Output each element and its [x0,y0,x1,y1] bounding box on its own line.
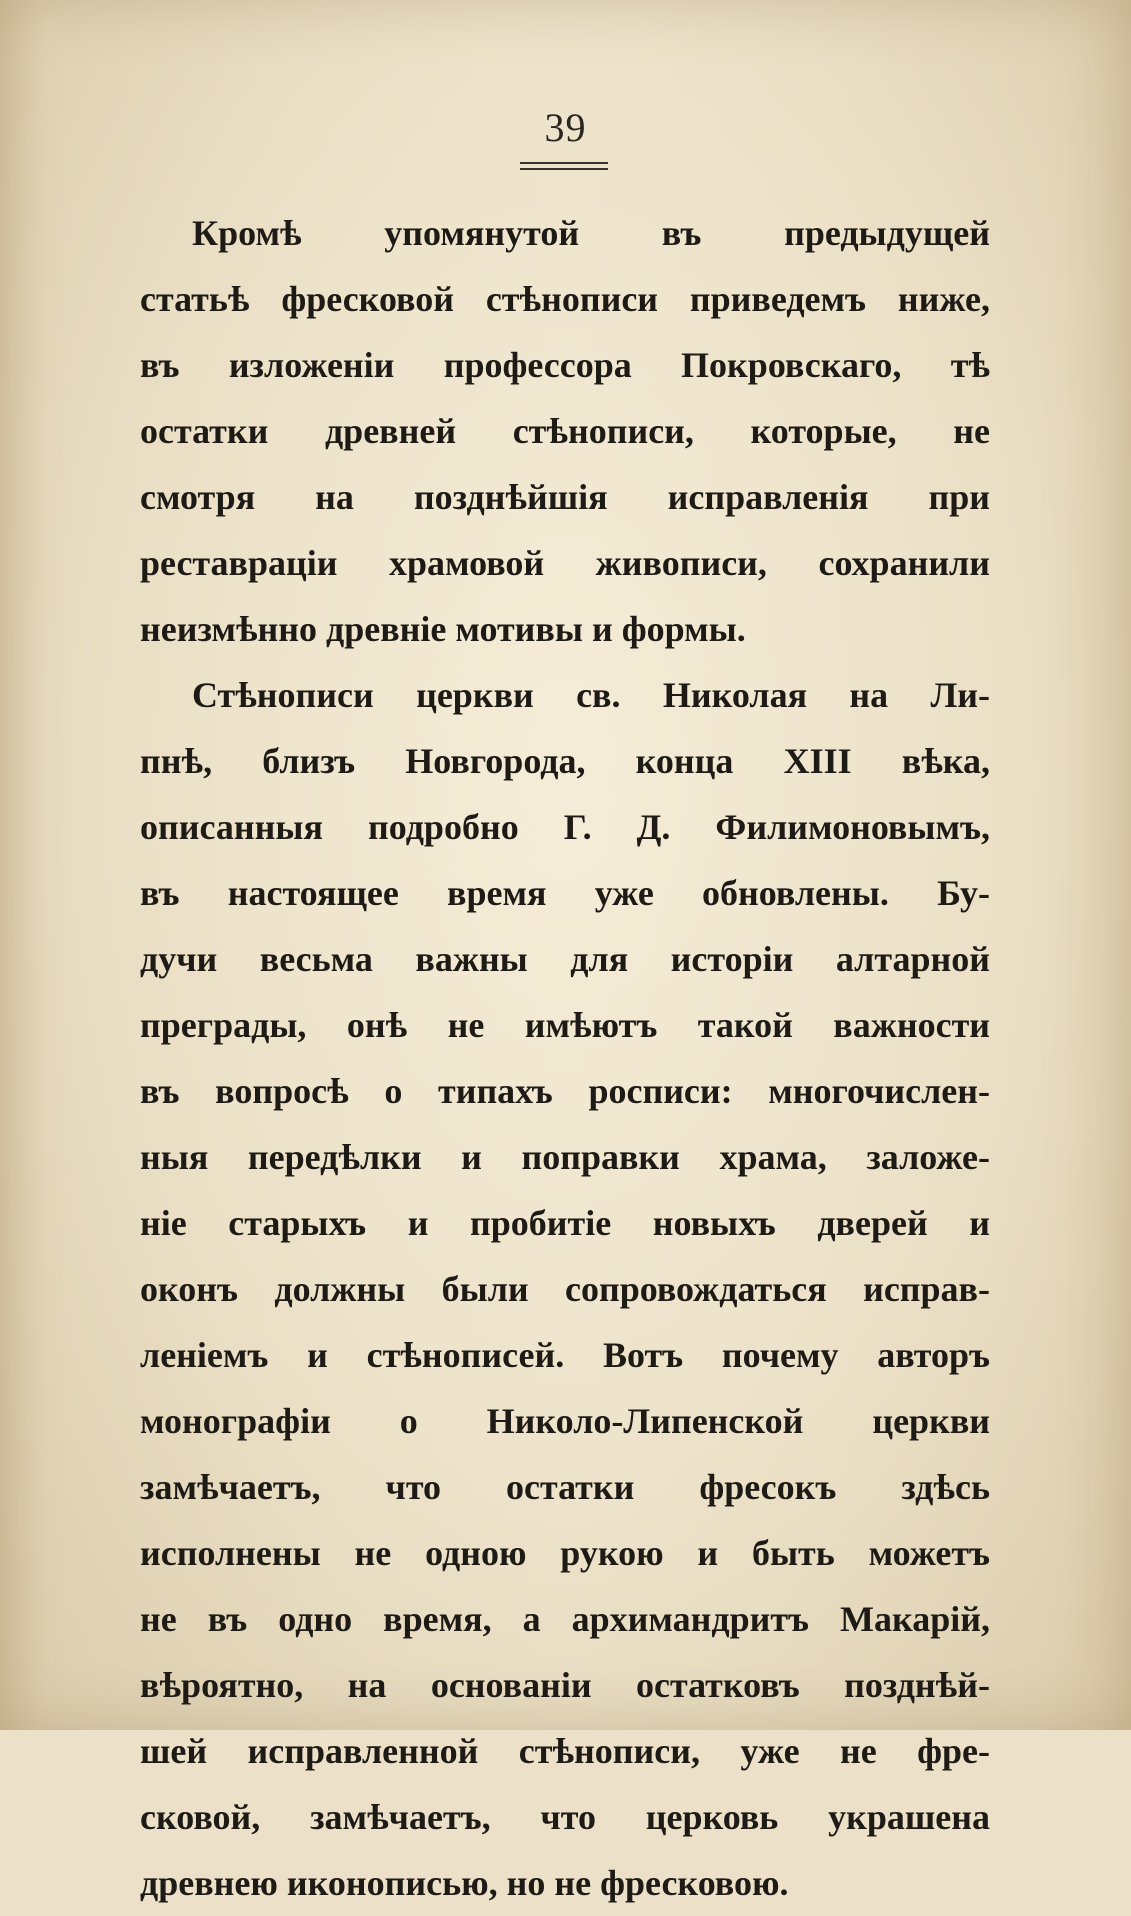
text-line: монографіи о Николо-Липенской церкви [140,1401,990,1441]
text-line: шей исправленной стѣнописи, уже не фре- [140,1731,990,1771]
text-line: статьѣ фресковой стѣнописи приведемъ ниже, [140,279,990,319]
text-line: неизмѣнно древніе мотивы и формы. [140,609,746,649]
page-number: 39 [544,105,587,150]
text-line: смотря на позднѣйшія исправленія при [140,477,990,517]
text-line: сковой, замѣчаетъ, что церковь украшена [140,1797,990,1837]
text-line: въ вопросѣ о типахъ росписи: многочислен- [140,1071,990,1111]
text-line: въ настоящее время уже обновлены. Бу- [140,873,990,913]
page-number-rule-top [520,162,608,164]
text-line: вѣроятно, на основаніи остатковъ позднѣй- [140,1665,990,1705]
text-line: замѣчаетъ, что остатки фресокъ здѣсь [140,1467,990,1507]
text-line: ніе старыхъ и пробитіе новыхъ дверей и [140,1203,990,1243]
text-line: въ изложеніи профессора Покровскаго, тѣ [140,345,990,385]
text-line: не въ одно время, а архимандритъ Макарій, [140,1599,990,1639]
text-line: леніемъ и стѣнописей. Вотъ почему авторъ [140,1335,990,1375]
body-text [140,200,990,1916]
text-line: ныя передѣлки и поправки храма, заложе- [140,1137,990,1177]
text-line: описанныя подробно Г. Д. Филимоновымъ, [140,807,990,847]
text-line: Стѣнописи церкви св. Николая на Ли- [192,675,990,715]
text-line: дучи весьма важны для исторіи алтарной [140,939,990,979]
text-line: Кромѣ упомянутой въ предыдущей [192,213,990,253]
page-number-rule-bottom [520,168,608,170]
text-line: оконъ должны были сопровождаться исправ- [140,1269,990,1309]
text-line: преграды, онѣ не имѣютъ такой важности [140,1005,990,1045]
text-line: исполнены не одною рукою и быть можетъ [140,1533,990,1573]
text-line: пнѣ, близъ Новгорода, конца XIII вѣка, [140,741,990,781]
text-line: остатки древней стѣнописи, которые, не [140,411,990,451]
text-line: реставраціи храмовой живописи, сохранили [140,543,990,583]
text-line: древнею иконописью, но не фресковою. [140,1863,789,1903]
